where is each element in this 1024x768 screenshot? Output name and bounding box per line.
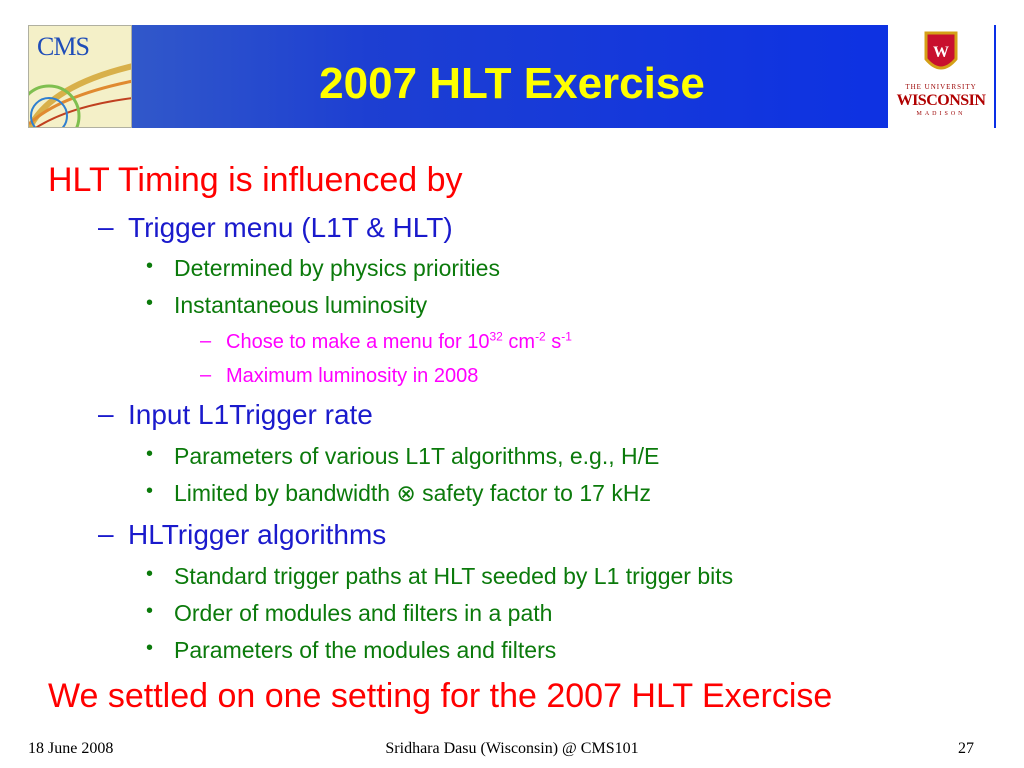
page-number: 27 — [958, 740, 974, 757]
bullet-marker: • — [146, 255, 154, 277]
cms-logo-text: CMS — [37, 32, 89, 61]
section-title-3: HLTrigger algorithms — [128, 519, 387, 550]
uw-logo-line3: MADISON — [916, 111, 966, 117]
dash-marker: – — [200, 364, 212, 386]
uw-logo — [888, 25, 994, 128]
section-title-2: Input L1Trigger rate — [128, 399, 373, 430]
bullet-marker: • — [146, 563, 154, 585]
dash-marker: – — [98, 398, 114, 429]
main-heading: HLT Timing is influenced by — [48, 161, 463, 199]
bullet-marker: • — [146, 443, 154, 465]
uw-logo-line2: WISCONSIN — [896, 92, 986, 109]
dash-marker: – — [98, 518, 114, 549]
subitem-1-1: Chose to make a menu for $10^{32}$ $cm^{-2}$ $s^{-1}$ — [226, 329, 572, 353]
svg-text:W: W — [933, 44, 949, 61]
bullet-2-1: Parameters of various L1T algorithms, e.g., H/E — [174, 443, 660, 469]
section-title-1: Trigger menu (L1T & HLT) — [128, 212, 453, 243]
bullet-3-2: Order of modules and filters in a path — [174, 600, 553, 626]
subitem-1-2: Maximum luminosity in 2008 — [226, 365, 479, 387]
bullet-1-2: Instantaneous luminosity — [174, 292, 428, 318]
bullet-marker: • — [146, 637, 154, 659]
dash-marker: – — [200, 330, 212, 352]
footer-date: 18 June 2008 — [28, 740, 114, 757]
bullet-marker: • — [146, 480, 154, 502]
bullet-3-1: Standard trigger paths at HLT seeded by L1 trigger bits — [174, 563, 734, 589]
bullet-2-2: Limited by bandwidth ⊗ safety factor to 17 kHz — [174, 480, 651, 506]
bullet-marker: • — [146, 600, 154, 622]
conclusion-text: We settled on one setting for the 2007 HLT Exercise — [48, 677, 833, 715]
bullet-3-3: Parameters of the modules and filters — [174, 637, 557, 663]
footer-author: Sridhara Dasu (Wisconsin) @ CMS101 — [385, 740, 639, 757]
uw-logo-line1: THE UNIVERSITY — [905, 83, 977, 91]
slide-title: 2007 HLT Exercise — [319, 59, 705, 108]
bullet-marker: • — [146, 292, 154, 314]
bullet-1-1: Determined by physics priorities — [174, 255, 500, 281]
dash-marker: – — [98, 211, 114, 242]
uw-crest-icon — [888, 25, 994, 83]
